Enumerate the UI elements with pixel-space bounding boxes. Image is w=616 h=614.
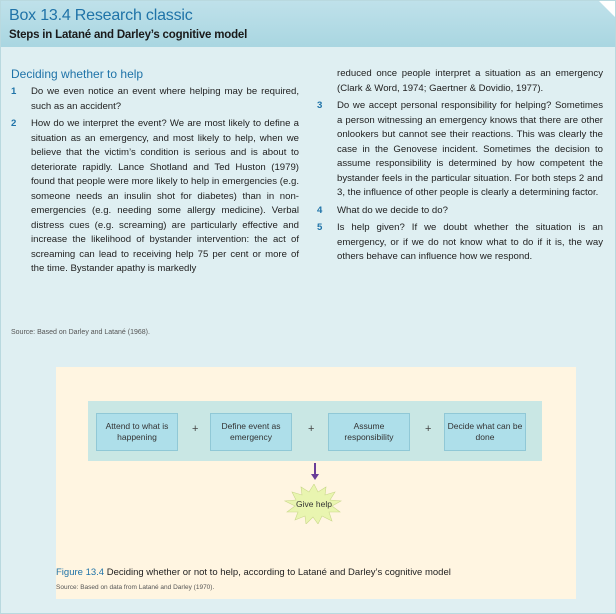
item-text: Do we even notice an event where helping may be required, such as an accident?: [31, 86, 299, 112]
list-item: [317, 221, 603, 265]
item-number: 3: [317, 100, 323, 111]
list-item: [11, 117, 299, 277]
down-arrow-icon: [311, 474, 319, 480]
step-define: Define event as emergency: [210, 413, 292, 451]
list-item: [317, 204, 603, 219]
list-item: [317, 99, 603, 201]
item-text: Is help given? If we doubt whether the situation is an emergency, or if we do not know what to do if it is, the way others behave can influence how we respond.: [337, 222, 603, 262]
right-column: [317, 67, 603, 268]
item-number: 2: [11, 118, 17, 129]
item-text: What do we decide to do?: [337, 204, 448, 216]
item-text: How do we interpret the event? We are most likely to define a situation as an emergency, and most likely to help, when we believe that the victim’s condition is serious and is about to deteriorate rapidly. Lance Shotland and Ted Huston (1979) found that people were more likely to help in emergencies (e.g. someone needs an insulin shot for diabetes) than in non-emergencies (e.g. needing some allergy medicine). Verbal distress cues (e.g. screaming) are particularly effective and increase the likelihood of bystander intervention: the act of screaming can lead to receiving help 75 per cent or more of the time. Bystander apathy is markedly: [31, 118, 299, 274]
list-item-continuation: reduced once people interpret a situation as an emergency (Clark & Word, 1974; Gaertner & Dovidio, 1977).: [337, 68, 603, 94]
item-number: 1: [11, 86, 17, 97]
section-title: Deciding whether to help: [11, 67, 144, 81]
box-header: [1, 1, 615, 47]
plus-sign: +: [308, 423, 315, 435]
left-column: [11, 67, 299, 280]
list-item: [11, 85, 299, 114]
box-title: Box 13.4 Research classic: [9, 7, 193, 24]
step-decide: Decide what can be done: [444, 413, 526, 451]
step-attend: Attend to what is happening: [96, 413, 178, 451]
give-help-label: Give help: [296, 499, 332, 509]
plus-sign: +: [192, 423, 199, 435]
box-subtitle: Steps in Latané and Darley’s cognitive model: [9, 29, 248, 41]
figure-source: Source: Based on data from Latané and Darley (1970).: [56, 584, 215, 591]
step-responsibility: Assume responsibility: [328, 413, 410, 451]
box-source: Source: Based on Darley and Latané (1968).: [11, 329, 150, 336]
figure-panel: [56, 367, 576, 599]
item-text: Do we accept personal responsibility for helping? Sometimes a person witnessing an emergency knows that there are other onlookers but cannot see their reactions. This was clearly the case in the Genovese incident. Sometimes the decision to assume responsibility is determined by how competent the bystander feels in the particular situation. For both steps 2 and 3, the influence of other people is clearly a determining factor.: [337, 100, 603, 198]
item-number: 4: [317, 204, 323, 216]
figure-label: Figure 13.4: [56, 567, 105, 578]
figure-caption-text: Deciding whether or not to help, according to Latané and Darley’s cognitive model: [106, 567, 451, 578]
figure-caption: [56, 567, 576, 578]
page-corner-fold: [599, 1, 615, 17]
plus-sign: +: [425, 423, 432, 435]
item-number: 5: [317, 222, 323, 233]
flow-band: [88, 401, 542, 461]
